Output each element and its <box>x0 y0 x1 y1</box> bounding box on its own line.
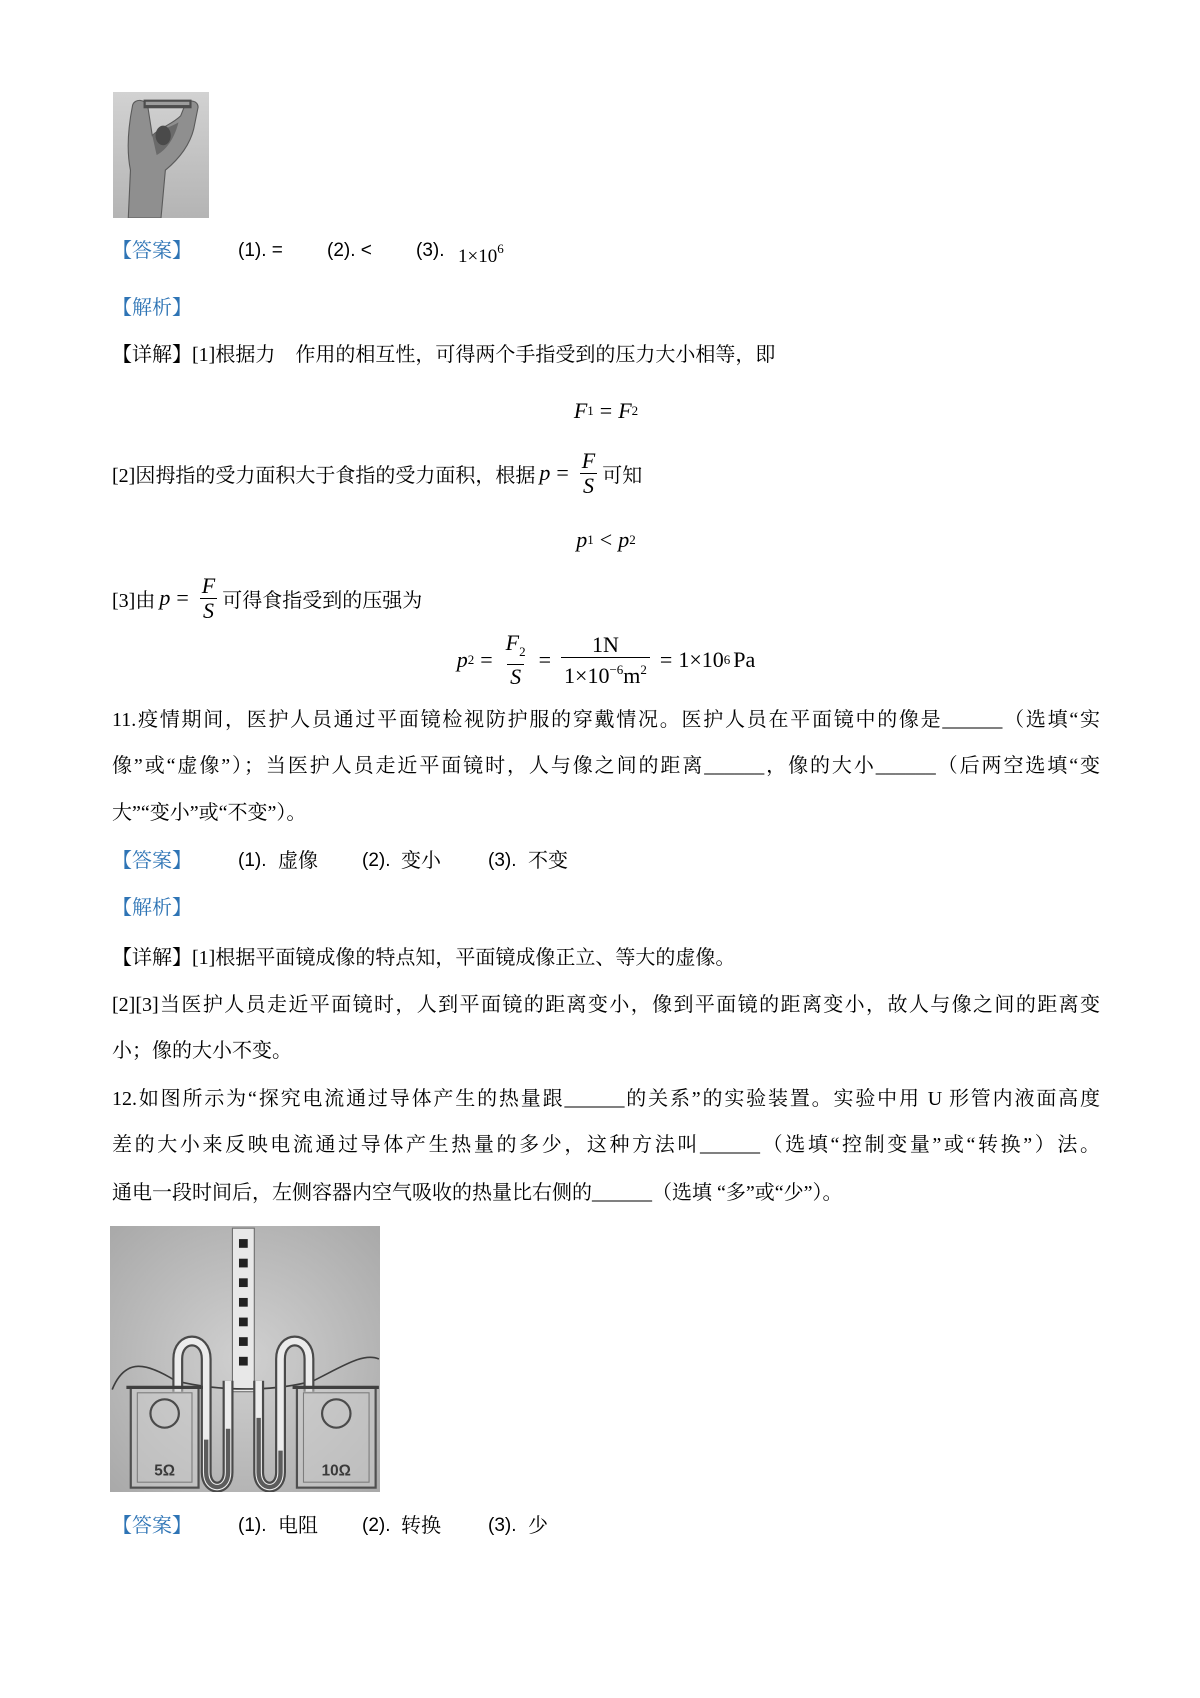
answer-value: 不变 <box>528 850 568 872</box>
answer-number: (1). <box>238 1515 267 1536</box>
eq-operator: = <box>556 460 569 485</box>
answer-label: 【答案】 <box>112 240 192 262</box>
answer-value: 电阻 <box>278 1515 318 1537</box>
area-value: 1×10 <box>564 662 610 688</box>
detail-step-3 <box>112 570 1100 626</box>
detail-text: [1]根据力 作用的相互性，可得两个手指受到的压力大小相等，即 <box>192 344 776 366</box>
force-subscript: 2 <box>519 644 526 659</box>
answer-item-2 <box>327 237 372 265</box>
ruler-mark <box>239 1278 248 1287</box>
answer-label: 【答案】 <box>112 850 192 872</box>
pencil-highlight <box>146 102 190 105</box>
ruler-mark <box>239 1357 248 1366</box>
fraction-numerator: F <box>581 447 596 473</box>
step-text-after: 可知 <box>602 464 643 487</box>
ruler-mark <box>239 1298 248 1307</box>
answer-value: 变小 <box>401 850 441 872</box>
fraction-denominator <box>561 657 650 688</box>
result-unit: Pa <box>733 647 756 672</box>
eq-rhs-subscript: 2 <box>631 403 639 418</box>
equation-pressure-compare <box>112 520 1100 560</box>
eq-lhs-subscript: 1 <box>587 403 594 418</box>
area-unit-exponent: 2 <box>640 661 647 677</box>
analysis-label: 【解析】 <box>112 297 192 319</box>
eq-lhs: F <box>573 398 588 423</box>
answer-row-q11 <box>112 847 1100 875</box>
answer-number: (1). <box>238 850 267 871</box>
result-value: 1×10 <box>678 647 724 672</box>
fraction-numeric <box>561 633 650 688</box>
result-exponent: 6 <box>723 652 731 667</box>
fraction-numerator: 1N <box>592 631 619 657</box>
answer-formula <box>458 235 504 271</box>
step-text-after: 可得食指受到的压强为 <box>222 589 423 612</box>
eq-lhs: p <box>576 527 588 552</box>
answer-number: (3). <box>488 1515 517 1536</box>
answer-number: (3). <box>416 240 445 261</box>
eq-operator: < <box>599 527 613 552</box>
pressure-variable: p <box>159 585 171 610</box>
eq-operator: = <box>599 398 613 423</box>
answer-item-1 <box>238 237 283 265</box>
fraction-numerator <box>503 631 529 664</box>
detail-line-1 <box>112 944 1100 972</box>
answer-formula-exponent: 6 <box>497 241 504 256</box>
answer-row-q10 <box>112 237 1100 265</box>
fraction-denominator: S <box>507 664 524 689</box>
eq-lhs-subscript: 2 <box>467 652 475 667</box>
answer-value: 虚像 <box>278 850 318 872</box>
detail-label: 【详解】 <box>112 344 192 366</box>
answer-value: < <box>360 240 372 261</box>
question-12-line-3: 通电一段时间后，左侧容器内空气吸收的热量比右侧的______（选填 “多”或“少”）。 <box>112 1182 843 1204</box>
fraction-force-over-area <box>503 631 529 689</box>
force-symbol: F <box>505 630 520 655</box>
answer-number: (3). <box>488 850 517 871</box>
detail-step-1 <box>112 341 1100 369</box>
answer-number: (2). <box>327 240 356 261</box>
eq-operator: = <box>176 585 189 610</box>
eq-lhs-subscript: 1 <box>587 532 594 547</box>
question-11-line-2: 像”或“虚像”）；当医护人员走近平面镜时，人与像之间的距离______，像的大小______（后两空选填“变 <box>112 755 1100 777</box>
answer-number: (2). <box>362 850 391 871</box>
detail-text: [1]根据平面镜成像的特点知，平面镜成像正立、等大的虚像。 <box>192 947 736 969</box>
fraction-f-over-s <box>579 449 598 498</box>
answer-value: 少 <box>528 1515 548 1537</box>
left-resistance-label: 5Ω <box>154 1462 176 1480</box>
right-resistance-label: 10Ω <box>321 1462 351 1480</box>
answer-number: (2). <box>362 1515 391 1536</box>
question-12-line-1: 12.如图所示为“探究电流通过导体产生的热量跟______的关系”的实验装置。实验中用 U 形管内液面高度 <box>112 1088 1100 1110</box>
answer-formula-base: 1×10 <box>458 246 498 267</box>
ruler-mark <box>239 1239 248 1248</box>
detail-line-3: 小；像的大小不变。 <box>112 1040 292 1062</box>
area-exponent: −6 <box>609 661 624 677</box>
fraction-denominator: S <box>200 598 217 623</box>
joule-heating-apparatus-photo <box>110 1226 380 1492</box>
question-11-line-3: 大”“变小”或“不变”）。 <box>112 802 307 824</box>
ruler-mark <box>239 1337 248 1346</box>
eq-rhs-subscript: 2 <box>629 532 636 547</box>
answer-item-3 <box>416 237 445 265</box>
eq-operator: = <box>659 647 673 672</box>
answer-value: 转换 <box>401 1515 441 1537</box>
step-text-before: [2]因拇指的受力面积大于食指的受力面积，根据 <box>112 464 536 487</box>
question-11-line-1: 11.疫情期间，医护人员通过平面镜检视防护服的穿戴情况。医护人员在平面镜中的像是______（选填“实 <box>112 709 1100 731</box>
pressure-variable: p <box>539 460 551 485</box>
answer-row-q12 <box>112 1512 1100 1540</box>
eq-operator: = <box>538 647 552 672</box>
analysis-label: 【解析】 <box>112 897 192 919</box>
fraction-numerator: F <box>201 572 216 598</box>
finger-pressure-photo <box>113 92 209 218</box>
eq-rhs: p <box>618 527 630 552</box>
area-unit: m <box>623 662 641 688</box>
fraction-f-over-s <box>199 574 218 623</box>
scale-ruler <box>232 1228 254 1392</box>
step-text-before: [3]由 <box>112 589 156 612</box>
eq-lhs: p <box>456 647 468 672</box>
detail-label: 【详解】 <box>112 947 192 969</box>
eq-rhs: F <box>618 398 632 423</box>
detail-line-2: [2][3]当医护人员走近平面镜时，人到平面镜的距离变小，像到平面镜的距离变小，故人与像之间的距离变 <box>112 994 1100 1016</box>
knuckle <box>156 126 171 146</box>
equation-pressure-calculation <box>112 630 1100 690</box>
fraction-denominator: S <box>580 473 597 498</box>
answer-value: = <box>271 240 283 261</box>
answer-number: (1). <box>238 240 267 261</box>
ruler-mark <box>239 1259 248 1268</box>
eq-operator: = <box>480 647 493 672</box>
ruler-mark <box>239 1318 248 1327</box>
equation-force-equal <box>112 391 1100 431</box>
answer-label: 【答案】 <box>112 1515 192 1537</box>
question-12-line-2: 差的大小来反映电流通过导体产生热量的多少，这种方法叫______（选填“控制变量”或“转换”）法。 <box>112 1134 1100 1156</box>
detail-step-2 <box>112 445 1100 501</box>
